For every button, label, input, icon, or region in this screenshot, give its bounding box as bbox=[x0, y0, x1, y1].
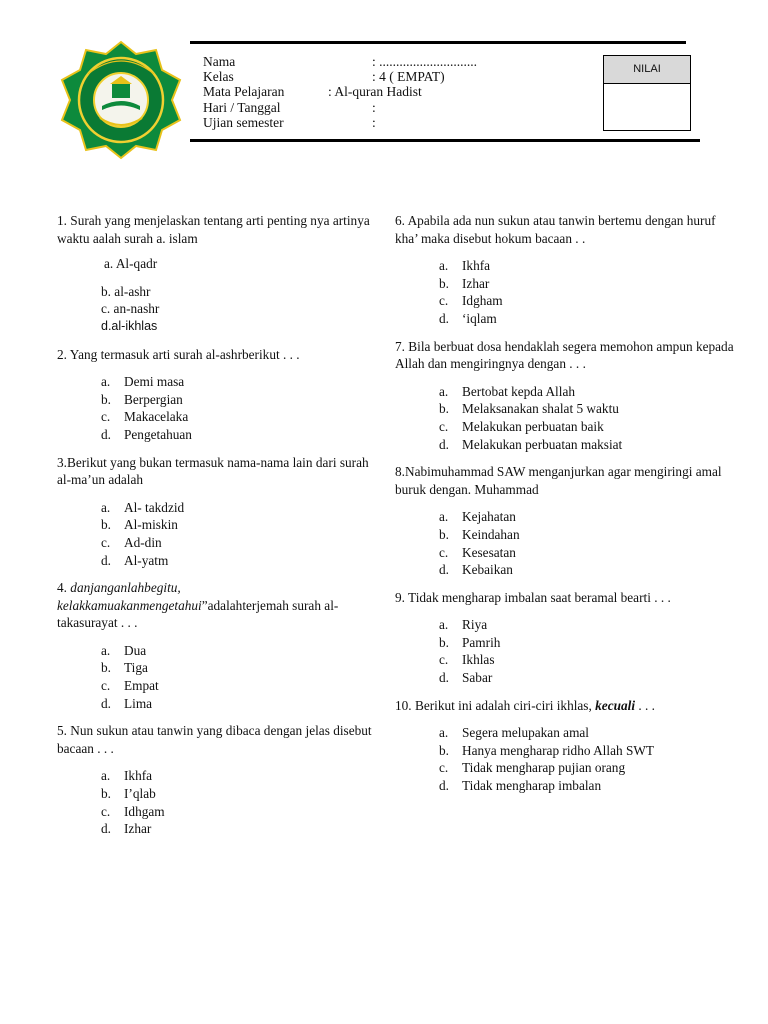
question-text: 6. Apabila ada nun sukun atau tanwin bertemu dengan huruf kha’ maka disebut hokum bacaan . . bbox=[395, 213, 716, 246]
question-options bbox=[439, 724, 740, 794]
header-rule-top bbox=[190, 41, 686, 44]
info-label: Ujian semester bbox=[203, 114, 284, 130]
option-c[interactable]: c. Kesesatan bbox=[439, 544, 516, 560]
option-c[interactable]: c. Idgham bbox=[439, 293, 503, 309]
option-c[interactable]: c. an-nashr bbox=[101, 301, 160, 317]
option-d[interactable]: d. ‘iqlam bbox=[439, 310, 497, 326]
option-a[interactable]: a. Riya bbox=[439, 617, 488, 633]
question-4 bbox=[57, 579, 377, 712]
option-a[interactable]: a. Demi masa bbox=[101, 374, 185, 390]
option-a[interactable]: a. Bertobat kepda Allah bbox=[439, 383, 575, 399]
info-value: : Al-quran Hadist bbox=[328, 84, 422, 100]
option-c[interactable]: c. Ikhlas bbox=[439, 652, 495, 668]
school-logo-icon bbox=[58, 40, 184, 160]
option-b[interactable]: b. Melaksanakan shalat 5 waktu bbox=[439, 401, 619, 417]
question-options bbox=[101, 642, 377, 712]
option-d[interactable]: d. Izhar bbox=[101, 821, 152, 837]
score-box bbox=[603, 55, 691, 131]
question-text: 2. Yang termasuk arti surah al-ashrberikut . . . bbox=[57, 346, 300, 362]
option-a[interactable]: a. Kejahatan bbox=[439, 509, 516, 525]
option-c[interactable]: c. Melakukan perbuatan baik bbox=[439, 418, 604, 434]
option-a[interactable]: a. Ikhfa bbox=[101, 768, 153, 784]
question-9 bbox=[395, 589, 740, 687]
header-rule-bottom bbox=[190, 139, 700, 142]
option-a[interactable]: a. Segera melupakan amal bbox=[439, 725, 590, 741]
option-b[interactable]: b. Keindahan bbox=[439, 526, 520, 542]
score-box-field[interactable] bbox=[604, 84, 690, 130]
question-options bbox=[101, 373, 377, 443]
option-b[interactable]: b. Berpergian bbox=[101, 391, 183, 407]
option-b[interactable]: b. al-ashr bbox=[101, 283, 151, 299]
question-options bbox=[101, 499, 377, 569]
info-value: : bbox=[372, 114, 376, 130]
question-options bbox=[439, 508, 740, 578]
question-1 bbox=[57, 212, 377, 336]
question-options bbox=[101, 767, 377, 837]
questions-right-column bbox=[395, 212, 740, 805]
question-2 bbox=[57, 346, 377, 444]
option-b[interactable]: b. I’qlab bbox=[101, 786, 156, 802]
option-d[interactable]: d. Tidak mengharap imbalan bbox=[439, 778, 602, 794]
option-d[interactable]: d. Al-yatm bbox=[101, 552, 169, 568]
question-text: 8.Nabimuhammad SAW menganjurkan agar mengiringi amal buruk dengan. Muhammad bbox=[395, 464, 722, 497]
info-value: : ............................. bbox=[372, 54, 478, 69]
question-text: 3.Berikut yang bukan termasuk nama-nama lain dari surah al-ma’un adalah bbox=[57, 454, 369, 488]
question-3 bbox=[57, 454, 377, 570]
score-box-header: NILAI bbox=[604, 56, 690, 84]
option-d[interactable]: d. Sabar bbox=[439, 670, 493, 686]
option-b[interactable]: b. Izhar bbox=[439, 275, 490, 291]
question-options bbox=[439, 257, 740, 327]
question-10 bbox=[395, 697, 740, 795]
question-text: 5. Nun sukun atau tanwin yang dibaca dengan jelas disebut bacaan . . . bbox=[57, 723, 372, 756]
option-b[interactable]: b. Hanya mengharap ridho Allah SWT bbox=[439, 742, 655, 758]
option-c[interactable]: c. Tidak mengharap pujian orang bbox=[439, 760, 626, 776]
question-7 bbox=[395, 338, 740, 454]
question-options bbox=[439, 616, 740, 686]
school-logo bbox=[58, 40, 184, 160]
option-b[interactable]: b. Pamrih bbox=[439, 634, 501, 650]
question-text: 10. Berikut ini adalah ciri-ciri ikhlas, kecuali . . . bbox=[395, 697, 655, 713]
option-d[interactable]: d.al-ikhlas bbox=[101, 318, 158, 333]
option-c[interactable]: c. Idhgam bbox=[101, 803, 165, 819]
option-d[interactable]: d. Pengetahuan bbox=[101, 426, 192, 442]
question-text: 7. Bila berbuat dosa hendaklah segera memohon ampun kepada Allah dan mengiringnya dengan . . . bbox=[395, 338, 734, 372]
question-text: 9. Tidak mengharap imbalan saat beramal bearti . . . bbox=[395, 589, 671, 605]
question-6 bbox=[395, 212, 740, 328]
question-text: 4. danjanganlahbegitu, kelakkamuakanmengetahui”adalahterjemah surah al-takasurayat . . . bbox=[57, 580, 339, 631]
info-label: Nama bbox=[203, 54, 236, 69]
option-a[interactable]: a. Ikhfa bbox=[439, 258, 491, 274]
option-c[interactable]: c. Makacelaka bbox=[101, 409, 189, 425]
option-a[interactable]: a. Al- takdzid bbox=[101, 499, 185, 515]
option-d[interactable]: d. Lima bbox=[101, 695, 153, 711]
question-options bbox=[57, 255, 377, 335]
option-d[interactable]: d. Melakukan perbuatan maksiat bbox=[439, 436, 623, 452]
question-options bbox=[439, 383, 740, 453]
info-value: : 4 ( EMPAT) bbox=[372, 69, 445, 85]
info-label: Kelas bbox=[203, 69, 234, 85]
info-label: Mata Pelajaran bbox=[203, 84, 285, 100]
option-a[interactable]: a. Al-qadr bbox=[104, 256, 158, 272]
option-c[interactable]: c. Empat bbox=[101, 678, 159, 694]
option-b[interactable]: b. Al-miskin bbox=[101, 517, 178, 533]
question-5 bbox=[57, 722, 377, 838]
info-value: : bbox=[372, 99, 376, 115]
option-a[interactable]: a. Dua bbox=[101, 642, 147, 658]
option-c[interactable]: c. Ad-din bbox=[101, 534, 162, 550]
questions-left-column bbox=[57, 212, 377, 848]
question-8 bbox=[395, 463, 740, 579]
question-text: 1. Surah yang menjelaskan tentang arti penting nya artinya waktu aalah surah a. islam bbox=[57, 213, 370, 246]
option-d[interactable]: d. Kebaikan bbox=[439, 562, 513, 578]
option-b[interactable]: b. Tiga bbox=[101, 660, 148, 676]
info-label: Hari / Tanggal bbox=[203, 99, 281, 115]
